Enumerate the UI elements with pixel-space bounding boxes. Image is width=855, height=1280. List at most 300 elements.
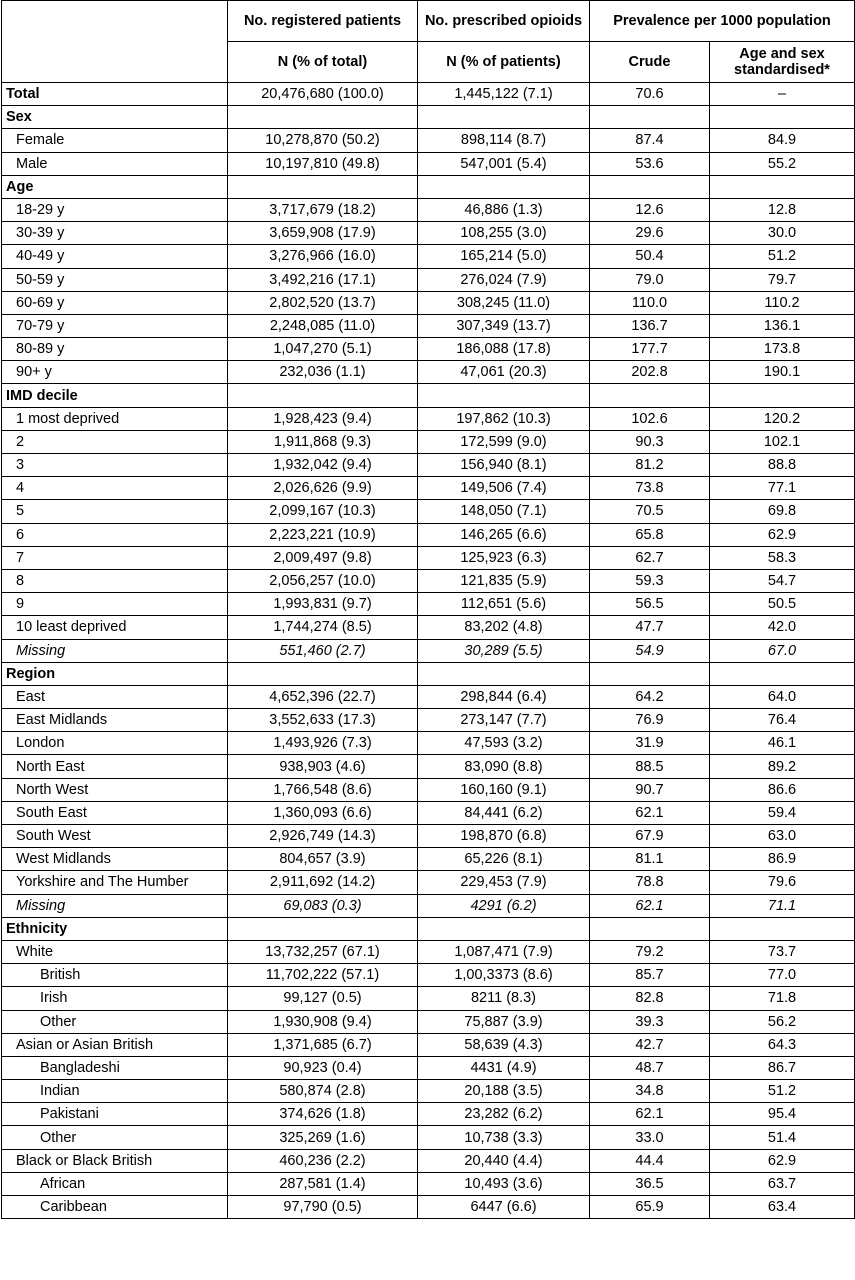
- standardised-cell: 63.0: [710, 825, 855, 848]
- table-body: [2, 83, 855, 1219]
- prescribed-cell: 148,050 (7.1): [418, 500, 590, 523]
- row-label: 8: [2, 569, 228, 592]
- crude-cell: 102.6: [590, 407, 710, 430]
- crude-cell: 56.5: [590, 593, 710, 616]
- crude-cell: 12.6: [590, 198, 710, 221]
- standardised-cell: 46.1: [710, 732, 855, 755]
- prescribed-cell: 121,835 (5.9): [418, 569, 590, 592]
- category-row: [2, 662, 855, 685]
- table-row: [2, 593, 855, 616]
- crude-cell: [590, 106, 710, 129]
- table-row: [2, 894, 855, 917]
- header-row-1: [2, 1, 855, 42]
- registered-cell: 2,056,257 (10.0): [228, 569, 418, 592]
- standardised-cell: 62.9: [710, 523, 855, 546]
- standardised-cell: 84.9: [710, 129, 855, 152]
- registered-cell: 3,552,633 (17.3): [228, 709, 418, 732]
- row-label: 60-69 y: [2, 291, 228, 314]
- prescribed-cell: 229,453 (7.9): [418, 871, 590, 894]
- prescribed-cell: 108,255 (3.0): [418, 222, 590, 245]
- registered-cell: 551,460 (2.7): [228, 639, 418, 662]
- standardised-cell: [710, 662, 855, 685]
- registered-cell: 804,657 (3.9): [228, 848, 418, 871]
- registered-cell: 3,276,966 (16.0): [228, 245, 418, 268]
- registered-cell: 13,732,257 (67.1): [228, 940, 418, 963]
- registered-cell: 2,223,221 (10.9): [228, 523, 418, 546]
- registered-cell: 374,626 (1.8): [228, 1103, 418, 1126]
- table-row: [2, 454, 855, 477]
- row-label: Other: [2, 1126, 228, 1149]
- row-label: African: [2, 1172, 228, 1195]
- table-row: [2, 755, 855, 778]
- table-row: [2, 129, 855, 152]
- standardised-cell: 51.2: [710, 1080, 855, 1103]
- standardised-cell: 89.2: [710, 755, 855, 778]
- row-label: London: [2, 732, 228, 755]
- registered-cell: 1,993,831 (9.7): [228, 593, 418, 616]
- standardised-cell: 51.2: [710, 245, 855, 268]
- row-label: Bangladeshi: [2, 1056, 228, 1079]
- standardised-cell: 86.9: [710, 848, 855, 871]
- standardised-cell: 42.0: [710, 616, 855, 639]
- table-row: [2, 407, 855, 430]
- table-row: [2, 338, 855, 361]
- crude-cell: 62.1: [590, 894, 710, 917]
- crude-cell: 110.0: [590, 291, 710, 314]
- standardised-cell: 51.4: [710, 1126, 855, 1149]
- row-label: 9: [2, 593, 228, 616]
- row-label: 7: [2, 546, 228, 569]
- row-label: Black or Black British: [2, 1149, 228, 1172]
- registered-cell: 2,926,749 (14.3): [228, 825, 418, 848]
- registered-cell: 90,923 (0.4): [228, 1056, 418, 1079]
- row-label: 50-59 y: [2, 268, 228, 291]
- crude-cell: 64.2: [590, 685, 710, 708]
- table-row: [2, 1103, 855, 1126]
- crude-cell: 70.6: [590, 83, 710, 106]
- registered-cell: 2,911,692 (14.2): [228, 871, 418, 894]
- standardised-cell: 56.2: [710, 1010, 855, 1033]
- registered-cell: 3,492,216 (17.1): [228, 268, 418, 291]
- row-label: North East: [2, 755, 228, 778]
- row-label: IMD decile: [2, 384, 228, 407]
- standardised-cell: [710, 175, 855, 198]
- standardised-cell: 190.1: [710, 361, 855, 384]
- header-n-patients: N (% of patients): [418, 42, 590, 83]
- standardised-cell: –: [710, 83, 855, 106]
- category-row: [2, 917, 855, 940]
- row-label: South West: [2, 825, 228, 848]
- prescribed-cell: [418, 662, 590, 685]
- row-label: 70-79 y: [2, 314, 228, 337]
- prescribed-cell: [418, 917, 590, 940]
- prescribed-cell: 58,639 (4.3): [418, 1033, 590, 1056]
- prescribed-cell: 75,887 (3.9): [418, 1010, 590, 1033]
- row-label: British: [2, 964, 228, 987]
- standardised-cell: 50.5: [710, 593, 855, 616]
- standardised-cell: 110.2: [710, 291, 855, 314]
- category-row: [2, 175, 855, 198]
- standardised-cell: 71.1: [710, 894, 855, 917]
- prescribed-cell: [418, 175, 590, 198]
- table-row: [2, 1010, 855, 1033]
- row-label: 40-49 y: [2, 245, 228, 268]
- registered-cell: 1,930,908 (9.4): [228, 1010, 418, 1033]
- prescribed-cell: 10,493 (3.6): [418, 1172, 590, 1195]
- row-label: 30-39 y: [2, 222, 228, 245]
- standardised-cell: 64.3: [710, 1033, 855, 1056]
- standardised-cell: 88.8: [710, 454, 855, 477]
- row-label: West Midlands: [2, 848, 228, 871]
- prescribed-cell: 298,844 (6.4): [418, 685, 590, 708]
- standardised-cell: 64.0: [710, 685, 855, 708]
- row-label: Asian or Asian British: [2, 1033, 228, 1056]
- header-blank-cell: [2, 1, 228, 83]
- table-row: [2, 709, 855, 732]
- table-row: [2, 291, 855, 314]
- table-row: [2, 616, 855, 639]
- prescribed-cell: 30,289 (5.5): [418, 639, 590, 662]
- standardised-cell: 136.1: [710, 314, 855, 337]
- crude-cell: [590, 662, 710, 685]
- registered-cell: 1,766,548 (8.6): [228, 778, 418, 801]
- standardised-cell: 79.6: [710, 871, 855, 894]
- row-label: Female: [2, 129, 228, 152]
- standardised-cell: 86.6: [710, 778, 855, 801]
- prescribed-cell: 1,00,3373 (8.6): [418, 964, 590, 987]
- crude-cell: 62.7: [590, 546, 710, 569]
- registered-cell: [228, 662, 418, 685]
- row-label: Male: [2, 152, 228, 175]
- registered-cell: 938,903 (4.6): [228, 755, 418, 778]
- standardised-cell: 173.8: [710, 338, 855, 361]
- row-label: South East: [2, 801, 228, 824]
- table-row: [2, 732, 855, 755]
- prescribed-cell: 23,282 (6.2): [418, 1103, 590, 1126]
- table-row: [2, 940, 855, 963]
- crude-cell: 85.7: [590, 964, 710, 987]
- crude-cell: 136.7: [590, 314, 710, 337]
- registered-cell: 2,802,520 (13.7): [228, 291, 418, 314]
- table-row: [2, 1056, 855, 1079]
- category-row: [2, 106, 855, 129]
- crude-cell: 59.3: [590, 569, 710, 592]
- header-n-total: N (% of total): [228, 42, 418, 83]
- table-row: [2, 314, 855, 337]
- crude-cell: 87.4: [590, 129, 710, 152]
- table-row: [2, 523, 855, 546]
- crude-cell: [590, 917, 710, 940]
- table-row: [2, 848, 855, 871]
- crude-cell: 90.3: [590, 430, 710, 453]
- prescribed-cell: 276,024 (7.9): [418, 268, 590, 291]
- table-row: [2, 569, 855, 592]
- row-label: 4: [2, 477, 228, 500]
- table-row: [2, 222, 855, 245]
- table-row: [2, 685, 855, 708]
- prescribed-cell: 4431 (4.9): [418, 1056, 590, 1079]
- standardised-cell: 54.7: [710, 569, 855, 592]
- standardised-cell: [710, 106, 855, 129]
- standardised-cell: 73.7: [710, 940, 855, 963]
- standardised-cell: 12.8: [710, 198, 855, 221]
- registered-cell: 1,932,042 (9.4): [228, 454, 418, 477]
- prescribed-cell: 149,506 (7.4): [418, 477, 590, 500]
- prescribed-cell: 10,738 (3.3): [418, 1126, 590, 1149]
- row-label: Sex: [2, 106, 228, 129]
- row-label: 5: [2, 500, 228, 523]
- table-row: [2, 825, 855, 848]
- registered-cell: 10,278,870 (50.2): [228, 129, 418, 152]
- registered-cell: 4,652,396 (22.7): [228, 685, 418, 708]
- crude-cell: 47.7: [590, 616, 710, 639]
- registered-cell: 2,248,085 (11.0): [228, 314, 418, 337]
- standardised-cell: 95.4: [710, 1103, 855, 1126]
- row-label: Yorkshire and The Humber: [2, 871, 228, 894]
- prescribed-cell: 198,870 (6.8): [418, 825, 590, 848]
- prescribed-cell: 898,114 (8.7): [418, 129, 590, 152]
- crude-cell: 53.6: [590, 152, 710, 175]
- row-label: Other: [2, 1010, 228, 1033]
- standardised-cell: 67.0: [710, 639, 855, 662]
- crude-cell: 62.1: [590, 801, 710, 824]
- crude-cell: 79.2: [590, 940, 710, 963]
- row-label: Missing: [2, 894, 228, 917]
- registered-cell: 2,009,497 (9.8): [228, 546, 418, 569]
- crude-cell: 44.4: [590, 1149, 710, 1172]
- prescribed-cell: 84,441 (6.2): [418, 801, 590, 824]
- crude-cell: 82.8: [590, 987, 710, 1010]
- prescribed-cell: 6447 (6.6): [418, 1196, 590, 1219]
- standardised-cell: [710, 384, 855, 407]
- prescribed-cell: 308,245 (11.0): [418, 291, 590, 314]
- registered-cell: [228, 384, 418, 407]
- row-label: Region: [2, 662, 228, 685]
- table-row: [2, 964, 855, 987]
- crude-cell: 36.5: [590, 1172, 710, 1195]
- crude-cell: 90.7: [590, 778, 710, 801]
- table-row: [2, 1172, 855, 1195]
- registered-cell: 232,036 (1.1): [228, 361, 418, 384]
- registered-cell: 3,659,908 (17.9): [228, 222, 418, 245]
- crude-cell: 54.9: [590, 639, 710, 662]
- standardised-cell: 79.7: [710, 268, 855, 291]
- header-prevalence: Prevalence per 1000 population: [590, 1, 855, 42]
- registered-cell: 1,360,093 (6.6): [228, 801, 418, 824]
- prescribed-cell: 47,593 (3.2): [418, 732, 590, 755]
- row-label: Caribbean: [2, 1196, 228, 1219]
- header-standardised: Age and sex standardised*: [710, 42, 855, 83]
- row-label: Pakistani: [2, 1103, 228, 1126]
- registered-cell: 1,047,270 (5.1): [228, 338, 418, 361]
- table-row: [2, 245, 855, 268]
- crude-cell: 79.0: [590, 268, 710, 291]
- crude-cell: 202.8: [590, 361, 710, 384]
- registered-cell: 1,493,926 (7.3): [228, 732, 418, 755]
- standardised-cell: 77.1: [710, 477, 855, 500]
- standardised-cell: 86.7: [710, 1056, 855, 1079]
- prescribed-cell: 172,599 (9.0): [418, 430, 590, 453]
- crude-cell: 29.6: [590, 222, 710, 245]
- table-row: [2, 871, 855, 894]
- standardised-cell: [710, 917, 855, 940]
- table-row: [2, 778, 855, 801]
- crude-cell: 33.0: [590, 1126, 710, 1149]
- table-row: [2, 801, 855, 824]
- prescribed-cell: 1,087,471 (7.9): [418, 940, 590, 963]
- registered-cell: 99,127 (0.5): [228, 987, 418, 1010]
- prescribed-cell: 160,160 (9.1): [418, 778, 590, 801]
- crude-cell: 88.5: [590, 755, 710, 778]
- prescribed-cell: [418, 106, 590, 129]
- table-row: [2, 430, 855, 453]
- crude-cell: 48.7: [590, 1056, 710, 1079]
- standardised-cell: 71.8: [710, 987, 855, 1010]
- standardised-cell: 69.8: [710, 500, 855, 523]
- prescribed-cell: 8211 (8.3): [418, 987, 590, 1010]
- crude-cell: 39.3: [590, 1010, 710, 1033]
- table-row: [2, 546, 855, 569]
- prescribed-cell: 125,923 (6.3): [418, 546, 590, 569]
- prescribed-cell: 165,214 (5.0): [418, 245, 590, 268]
- registered-cell: 20,476,680 (100.0): [228, 83, 418, 106]
- standardised-cell: 58.3: [710, 546, 855, 569]
- registered-cell: 3,717,679 (18.2): [228, 198, 418, 221]
- row-label: Ethnicity: [2, 917, 228, 940]
- standardised-cell: 76.4: [710, 709, 855, 732]
- crude-cell: 31.9: [590, 732, 710, 755]
- row-label: 10 least deprived: [2, 616, 228, 639]
- table-row: [2, 987, 855, 1010]
- table-row: [2, 268, 855, 291]
- row-label: Missing: [2, 639, 228, 662]
- row-label: East Midlands: [2, 709, 228, 732]
- table-row: [2, 500, 855, 523]
- row-label: White: [2, 940, 228, 963]
- prescribed-cell: 112,651 (5.6): [418, 593, 590, 616]
- prescribed-cell: 46,886 (1.3): [418, 198, 590, 221]
- standardised-cell: 77.0: [710, 964, 855, 987]
- crude-cell: 62.1: [590, 1103, 710, 1126]
- total-row: [2, 83, 855, 106]
- crude-cell: 42.7: [590, 1033, 710, 1056]
- crude-cell: 34.8: [590, 1080, 710, 1103]
- prescribed-cell: 47,061 (20.3): [418, 361, 590, 384]
- row-label: North West: [2, 778, 228, 801]
- registered-cell: 580,874 (2.8): [228, 1080, 418, 1103]
- registered-cell: 2,099,167 (10.3): [228, 500, 418, 523]
- registered-cell: 97,790 (0.5): [228, 1196, 418, 1219]
- crude-cell: 76.9: [590, 709, 710, 732]
- crude-cell: 65.9: [590, 1196, 710, 1219]
- registered-cell: 1,911,868 (9.3): [228, 430, 418, 453]
- standardised-cell: 59.4: [710, 801, 855, 824]
- registered-cell: 1,744,274 (8.5): [228, 616, 418, 639]
- table-row: [2, 639, 855, 662]
- row-label: 18-29 y: [2, 198, 228, 221]
- row-label: 80-89 y: [2, 338, 228, 361]
- standardised-cell: 63.4: [710, 1196, 855, 1219]
- table-row: [2, 361, 855, 384]
- table-row: [2, 152, 855, 175]
- row-label: East: [2, 685, 228, 708]
- prescribed-cell: 83,202 (4.8): [418, 616, 590, 639]
- prescribed-cell: 307,349 (13.7): [418, 314, 590, 337]
- standardised-cell: 120.2: [710, 407, 855, 430]
- registered-cell: 325,269 (1.6): [228, 1126, 418, 1149]
- prescribed-cell: 146,265 (6.6): [418, 523, 590, 546]
- header-prescribed: No. prescribed opioids: [418, 1, 590, 42]
- prescribed-cell: 186,088 (17.8): [418, 338, 590, 361]
- table-row: [2, 1080, 855, 1103]
- header-crude: Crude: [590, 42, 710, 83]
- prescribed-cell: 156,940 (8.1): [418, 454, 590, 477]
- row-label: 1 most deprived: [2, 407, 228, 430]
- row-label: 2: [2, 430, 228, 453]
- row-label: 90+ y: [2, 361, 228, 384]
- prescribed-cell: 20,440 (4.4): [418, 1149, 590, 1172]
- table-row: [2, 477, 855, 500]
- crude-cell: 81.2: [590, 454, 710, 477]
- prescribed-cell: 65,226 (8.1): [418, 848, 590, 871]
- category-row: [2, 384, 855, 407]
- standardised-cell: 63.7: [710, 1172, 855, 1195]
- row-label: 3: [2, 454, 228, 477]
- registered-cell: 69,083 (0.3): [228, 894, 418, 917]
- crude-cell: 81.1: [590, 848, 710, 871]
- registered-cell: 287,581 (1.4): [228, 1172, 418, 1195]
- registered-cell: 2,026,626 (9.9): [228, 477, 418, 500]
- prescribed-cell: [418, 384, 590, 407]
- row-label: Age: [2, 175, 228, 198]
- crude-cell: 177.7: [590, 338, 710, 361]
- registered-cell: 10,197,810 (49.8): [228, 152, 418, 175]
- crude-cell: 50.4: [590, 245, 710, 268]
- prescribed-cell: 83,090 (8.8): [418, 755, 590, 778]
- registered-cell: 11,702,222 (57.1): [228, 964, 418, 987]
- crude-cell: [590, 175, 710, 198]
- standardised-cell: 55.2: [710, 152, 855, 175]
- crude-cell: 73.8: [590, 477, 710, 500]
- standardised-cell: 62.9: [710, 1149, 855, 1172]
- table-row: [2, 1149, 855, 1172]
- crude-cell: [590, 384, 710, 407]
- prescribed-cell: 20,188 (3.5): [418, 1080, 590, 1103]
- prevalence-table: [1, 0, 855, 1219]
- prescribed-cell: 4291 (6.2): [418, 894, 590, 917]
- prescribed-cell: 547,001 (5.4): [418, 152, 590, 175]
- row-label: Total: [2, 83, 228, 106]
- prescribed-cell: 197,862 (10.3): [418, 407, 590, 430]
- crude-cell: 78.8: [590, 871, 710, 894]
- header-registered: No. registered patients: [228, 1, 418, 42]
- row-label: 6: [2, 523, 228, 546]
- registered-cell: [228, 106, 418, 129]
- crude-cell: 70.5: [590, 500, 710, 523]
- crude-cell: 65.8: [590, 523, 710, 546]
- table-row: [2, 1126, 855, 1149]
- table-row: [2, 198, 855, 221]
- crude-cell: 67.9: [590, 825, 710, 848]
- standardised-cell: 102.1: [710, 430, 855, 453]
- registered-cell: 460,236 (2.2): [228, 1149, 418, 1172]
- standardised-cell: 30.0: [710, 222, 855, 245]
- registered-cell: 1,371,685 (6.7): [228, 1033, 418, 1056]
- prescribed-cell: 1,445,122 (7.1): [418, 83, 590, 106]
- table-row: [2, 1033, 855, 1056]
- table-row: [2, 1196, 855, 1219]
- registered-cell: [228, 175, 418, 198]
